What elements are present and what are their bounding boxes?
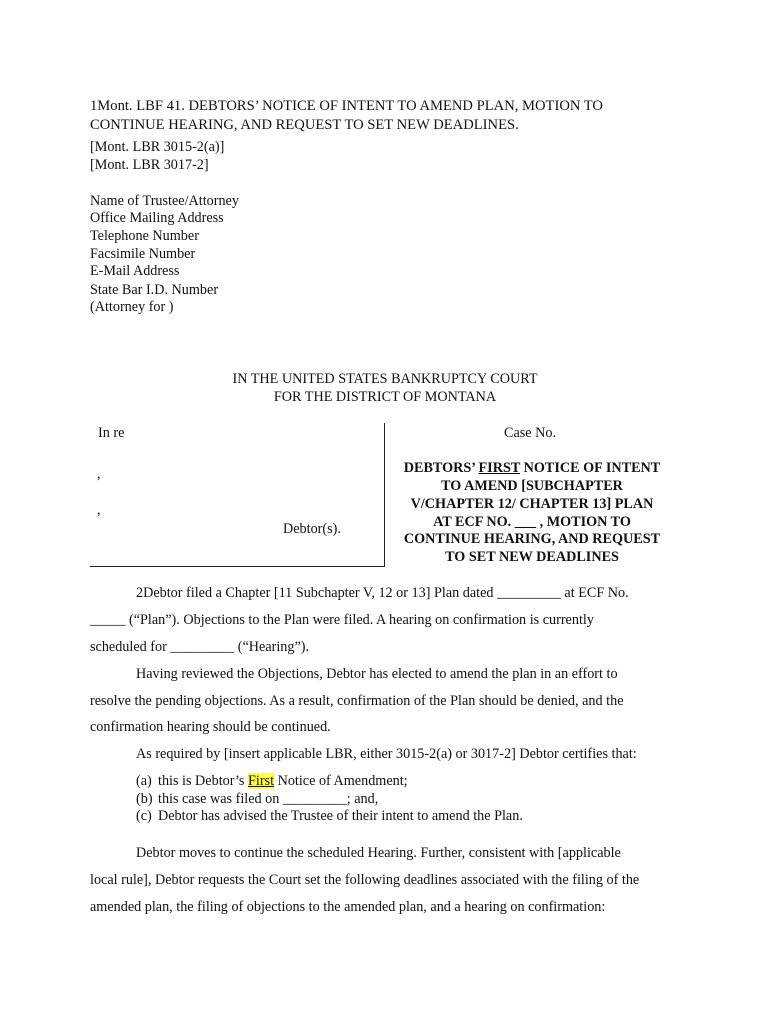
- caption-title-first: FIRST: [478, 460, 521, 476]
- rule-reference-2: [Mont. LBR 3017-2]: [90, 157, 209, 173]
- court-district: FOR THE DISTRICT OF MONTANA: [273, 389, 497, 405]
- paragraph-4-line-2: local rule], Debtor requests the Court set the following deadlines associated with the filing of the: [90, 872, 640, 888]
- caption-bottom-rule: [90, 566, 385, 567]
- item-c-label: (c): [136, 808, 152, 824]
- paragraph-4-line-1: Debtor moves to continue the scheduled Hearing. Further, consistent with [applicable: [136, 845, 621, 861]
- certification-item-a: [136, 772, 408, 790]
- paragraph-2-line-2: resolve the pending objections. As a result, confirmation of the Plan should be denied, and the: [90, 693, 624, 709]
- paragraph-2-line-3: confirmation hearing should be continued.: [90, 719, 331, 735]
- attorney-address: Office Mailing Address: [90, 210, 224, 226]
- case-number-label: Case No.: [504, 425, 557, 441]
- caption-vertical-divider: [384, 423, 385, 567]
- in-re-label: In re: [98, 425, 125, 441]
- item-b-label: (b): [136, 791, 153, 807]
- item-a-label: (a): [136, 773, 152, 789]
- attorney-bar-id: State Bar I.D. Number: [90, 282, 219, 298]
- rule-reference-1: [Mont. LBR 3015-2(a)]: [90, 139, 225, 155]
- paragraph-2-line-1: Having reviewed the Objections, Debtor has elected to amend the plan in an effort to: [136, 666, 618, 682]
- caption-title-line-5: CONTINUE HEARING, AND REQUEST: [403, 531, 661, 547]
- caption-title-line-3: V/CHAPTER 12/ CHAPTER 13] PLAN: [410, 496, 654, 512]
- caption-title-line-1: [388, 459, 676, 477]
- caption-title-line-2: TO AMEND [SUBCHAPTER: [441, 478, 623, 494]
- paragraph-4-line-3: amended plan, the filing of objections to the amended plan, and a hearing on confirmation:: [90, 899, 606, 915]
- caption-title-line-6: TO SET NEW DEADLINES: [445, 549, 619, 565]
- debtor-name-comma-2: ,: [97, 502, 101, 518]
- item-a-text: this is Debtor’s: [158, 773, 248, 789]
- attorney-telephone: Telephone Number: [90, 228, 199, 244]
- paragraph-1-line-3: scheduled for _________ (“Hearing”).: [90, 639, 310, 655]
- caption-title-line-4: AT ECF NO. ___ , MOTION TO: [433, 514, 631, 530]
- debtor-name-comma-1: ,: [97, 466, 101, 482]
- attorney-for: (Attorney for ): [90, 299, 174, 315]
- document-title-line-2: CONTINUE HEARING, AND REQUEST TO SET NEW DEADLINES.: [90, 117, 519, 133]
- paragraph-1-line-1: 2Debtor filed a Chapter [11 Subchapter V, 12 or 13] Plan dated _________ at ECF No.: [136, 585, 629, 601]
- caption-title-suffix: NOTICE OF INTENT: [520, 460, 661, 476]
- debtors-label: Debtor(s).: [283, 521, 341, 537]
- attorney-name: Name of Trustee/Attorney: [90, 193, 239, 209]
- paragraph-3: As required by [insert applicable LBR, either 3015-2(a) or 3017-2] Debtor certifies that:: [136, 746, 637, 762]
- attorney-email: E-Mail Address: [90, 263, 180, 279]
- attorney-facsimile: Facsimile Number: [90, 246, 196, 262]
- item-a-text-end: Notice of Amendment;: [274, 773, 408, 789]
- court-name: IN THE UNITED STATES BANKRUPTCY COURT: [232, 371, 538, 387]
- document-title-line-1: 1Mont. LBF 41. DEBTORS’ NOTICE OF INTENT TO AMEND PLAN, MOTION TO: [90, 98, 603, 114]
- certification-item-c: [136, 807, 523, 825]
- caption-title-prefix: DEBTORS’: [403, 460, 479, 476]
- item-c-text: Debtor has advised the Trustee of their intent to amend the Plan.: [158, 808, 523, 824]
- certification-item-b: [136, 790, 378, 808]
- item-a-highlight: First: [248, 773, 275, 789]
- paragraph-1-line-2: _____ (“Plan”). Objections to the Plan were filed. A hearing on confirmation is currently: [90, 612, 594, 628]
- item-b-text: this case was filed on _________; and,: [158, 791, 379, 807]
